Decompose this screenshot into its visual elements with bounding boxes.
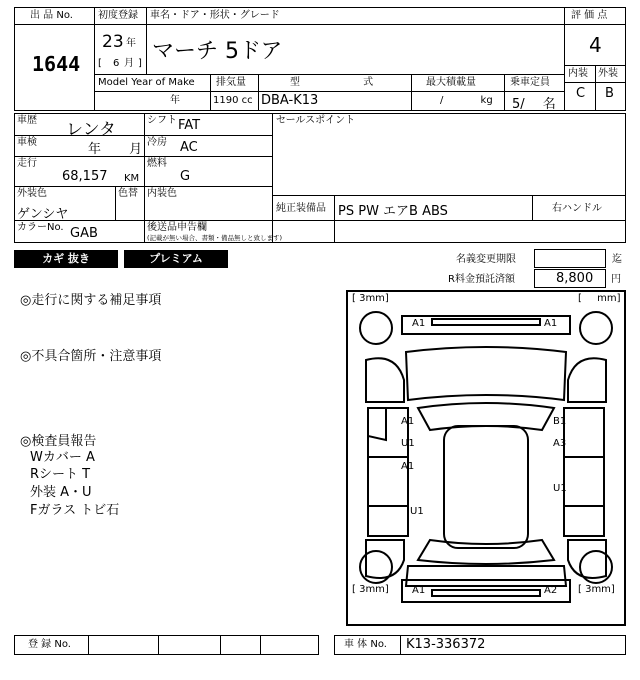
model-year-label: Model Year of Make xyxy=(98,77,195,88)
vin: K13-336372 xyxy=(406,637,486,652)
capacity-label: 乗車定員 xyxy=(510,77,550,88)
inspector-heading: ◎検査員報告 xyxy=(20,434,97,449)
model-label: 型 式 xyxy=(290,77,374,88)
damage-mark: A1 xyxy=(401,461,415,472)
inspector-line: Fガラス トビ石 xyxy=(30,503,120,518)
lot-label: 出 品 No. xyxy=(30,10,73,21)
capacity: 5/ 名 xyxy=(512,97,556,112)
displacement: 1190 cc xyxy=(213,95,253,106)
shift: FAT xyxy=(178,118,201,133)
key-removed-badge: カギ 抜き xyxy=(14,250,118,268)
car-name: マーチ 5ドア xyxy=(152,39,283,64)
damage-mark: A1 xyxy=(412,585,426,596)
damage-mark: A1 xyxy=(412,318,426,329)
damage-mark: A3 xyxy=(553,438,567,449)
damage-mark: U1 xyxy=(410,506,424,517)
damage-mark: U1 xyxy=(553,483,567,494)
damage-mark: A1 xyxy=(544,318,558,329)
color-no: GAB xyxy=(70,226,98,241)
damage-mark: B1 xyxy=(553,416,567,427)
steering: 右ハンドル xyxy=(552,203,602,214)
interior-grade: C xyxy=(576,86,586,101)
first-reg-year: 23 xyxy=(102,32,124,52)
lot-number: 1644 xyxy=(32,52,81,76)
ac: AC xyxy=(180,140,198,155)
driving-heading: ◎走行に関する補足事項 xyxy=(20,293,162,308)
car-name-label: 車名・ドア・形状・グレード xyxy=(150,10,280,21)
max-load: / kg xyxy=(440,95,493,106)
inspector-line: Wカバー A xyxy=(30,450,95,465)
displacement-label: 排気量 xyxy=(216,77,246,88)
model-code: DBA-K13 xyxy=(261,93,319,108)
damage-mark: A1 xyxy=(401,416,415,427)
exterior-label: 外装 xyxy=(598,68,618,79)
score-label: 評 価 点 xyxy=(571,10,608,21)
defects-heading: ◎不具合箇所・注意事項 xyxy=(20,349,162,364)
first-reg-month: 6 xyxy=(113,58,120,69)
damage-mark: A2 xyxy=(544,585,558,596)
score: 4 xyxy=(589,33,602,57)
equipment: PS PW エアB ABS xyxy=(338,204,448,219)
max-load-label: 最大積載量 xyxy=(426,77,476,88)
first-reg-label: 初度登録 xyxy=(98,10,138,21)
fuel: G xyxy=(180,169,191,184)
mileage: 68,157 xyxy=(62,169,108,184)
inspection: 年 月 xyxy=(88,142,143,157)
inspector-line: Rシート T xyxy=(30,467,91,482)
exterior-grade: B xyxy=(605,86,614,101)
exterior-color: ゲンシヤ xyxy=(17,207,69,222)
selling-points-label: セールスポイント xyxy=(276,115,356,126)
inspector-line: 外装 A・U xyxy=(30,485,92,500)
name-change-field xyxy=(534,249,606,268)
interior-label: 内装 xyxy=(568,68,588,79)
recycle-amount: 8,800 xyxy=(556,271,594,286)
premium-badge: プレミアム xyxy=(124,250,228,268)
damage-mark: U1 xyxy=(401,438,415,449)
history: レンタ xyxy=(66,120,116,140)
car-outline xyxy=(346,290,626,626)
